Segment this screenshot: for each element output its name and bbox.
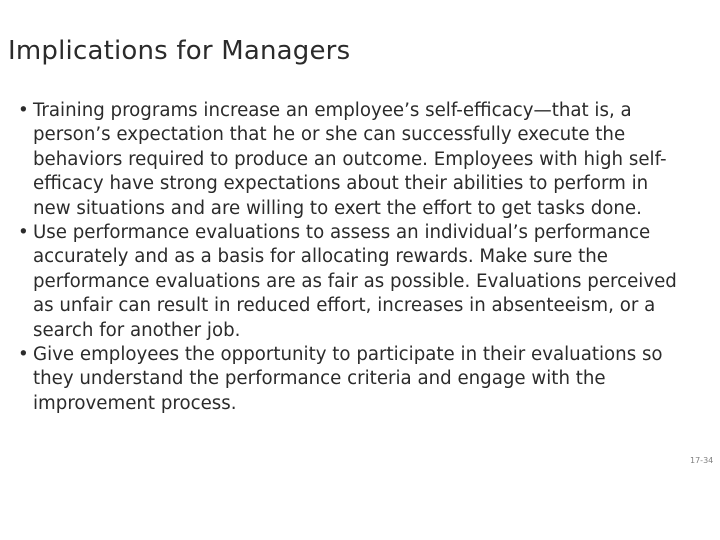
bullet-item-training: [18, 99, 678, 221]
bullet-text: Training programs increase an employee’s self-efficacy—that is, a person’s expectation that he or she can successfully execute the behaviors required to produce an outcome. Employees with high self-efficacy have strong expectations about their abilities to perform in new situations and are willing to exert the effort to get tasks done.: [33, 100, 667, 219]
page-number: 17-34: [690, 456, 714, 465]
bullet-icon: •: [18, 222, 29, 244]
bullet-icon: •: [18, 344, 29, 366]
bullet-list: [18, 99, 678, 416]
bullet-text: Use performance evaluations to assess an individual’s performance accurately and as a basis for allocating rewards. Make sure the performance evaluations are as fair as possible. Evaluations perceived as unfair can result in reduced effort, increases in absenteeism, or a search for another job.: [33, 222, 677, 341]
bullet-icon: •: [18, 100, 29, 121]
bullet-item-performance-evaluations: [18, 221, 678, 343]
slide-title: Implications for Managers: [8, 36, 351, 66]
bullet-text: Give employees the opportunity to participate in their evaluations so they understand the performance criteria and engage with the improvement process.: [33, 344, 663, 414]
bullet-item-participation: [18, 343, 678, 416]
